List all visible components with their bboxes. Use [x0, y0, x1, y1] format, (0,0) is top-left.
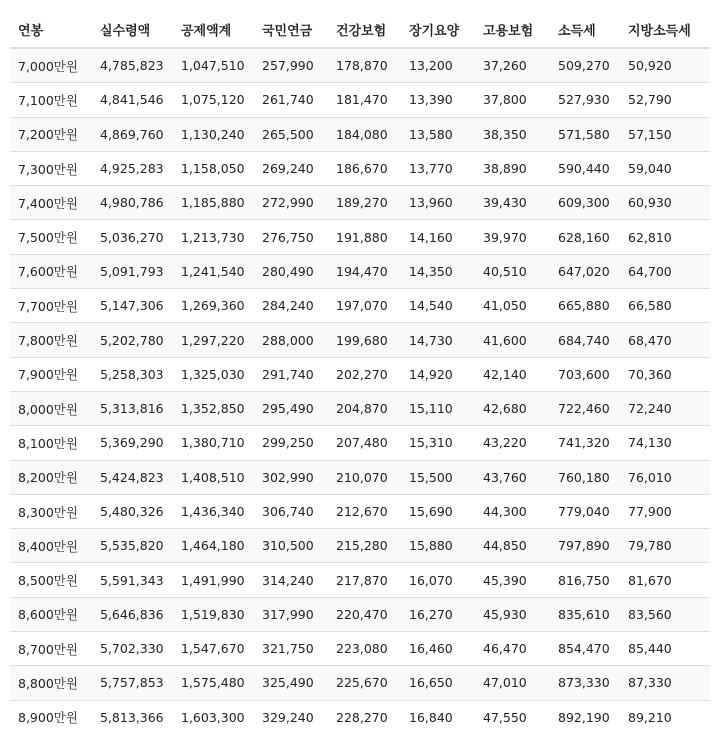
cell-national-pension: 261,740	[254, 83, 328, 117]
cell-long-term-care: 15,310	[401, 426, 475, 460]
cell-annual-salary: 8,400만원	[10, 529, 92, 563]
cell-national-pension: 306,740	[254, 494, 328, 528]
header-health-insurance: 건강보험	[328, 11, 401, 48]
cell-employment-insurance: 44,300	[475, 494, 550, 528]
cell-net-pay: 5,369,290	[92, 426, 173, 460]
cell-health-insurance: 197,070	[328, 289, 401, 323]
cell-employment-insurance: 46,470	[475, 632, 550, 666]
cell-employment-insurance: 39,430	[475, 186, 550, 220]
cell-annual-salary: 8,200만원	[10, 460, 92, 494]
cell-health-insurance: 207,480	[328, 426, 401, 460]
cell-employment-insurance: 38,890	[475, 151, 550, 185]
cell-annual-salary: 7,300만원	[10, 151, 92, 185]
cell-annual-salary: 8,500만원	[10, 563, 92, 597]
table-row	[10, 151, 710, 185]
table-row	[10, 494, 710, 528]
cell-total-deduction: 1,603,300	[173, 700, 254, 734]
cell-total-deduction: 1,519,830	[173, 597, 254, 631]
cell-national-pension: 265,500	[254, 117, 328, 151]
cell-net-pay: 5,313,816	[92, 391, 173, 425]
cell-long-term-care: 15,110	[401, 391, 475, 425]
cell-employment-insurance: 39,970	[475, 220, 550, 254]
cell-total-deduction: 1,269,360	[173, 289, 254, 323]
cell-total-deduction: 1,241,540	[173, 254, 254, 288]
table-row	[10, 460, 710, 494]
cell-local-income-tax: 87,330	[620, 666, 710, 700]
cell-net-pay: 5,591,343	[92, 563, 173, 597]
cell-employment-insurance: 40,510	[475, 254, 550, 288]
cell-income-tax: 527,930	[550, 83, 620, 117]
cell-long-term-care: 13,960	[401, 186, 475, 220]
table-row	[10, 632, 710, 666]
cell-total-deduction: 1,130,240	[173, 117, 254, 151]
cell-local-income-tax: 60,930	[620, 186, 710, 220]
table-row	[10, 563, 710, 597]
cell-income-tax: 590,440	[550, 151, 620, 185]
cell-income-tax: 892,190	[550, 700, 620, 734]
cell-income-tax: 873,330	[550, 666, 620, 700]
cell-total-deduction: 1,352,850	[173, 391, 254, 425]
cell-national-pension: 280,490	[254, 254, 328, 288]
table-row	[10, 220, 710, 254]
cell-income-tax: 854,470	[550, 632, 620, 666]
cell-long-term-care: 16,460	[401, 632, 475, 666]
cell-annual-salary: 7,000만원	[10, 48, 92, 83]
cell-employment-insurance: 41,600	[475, 323, 550, 357]
table-row	[10, 289, 710, 323]
cell-total-deduction: 1,380,710	[173, 426, 254, 460]
cell-employment-insurance: 44,850	[475, 529, 550, 563]
cell-annual-salary: 8,600만원	[10, 597, 92, 631]
cell-annual-salary: 7,900만원	[10, 357, 92, 391]
cell-income-tax: 665,880	[550, 289, 620, 323]
table-row	[10, 83, 710, 117]
table-row	[10, 117, 710, 151]
cell-income-tax: 760,180	[550, 460, 620, 494]
cell-national-pension: 295,490	[254, 391, 328, 425]
cell-local-income-tax: 83,560	[620, 597, 710, 631]
cell-annual-salary: 7,500만원	[10, 220, 92, 254]
cell-employment-insurance: 43,760	[475, 460, 550, 494]
cell-long-term-care: 13,390	[401, 83, 475, 117]
cell-health-insurance: 217,870	[328, 563, 401, 597]
cell-total-deduction: 1,297,220	[173, 323, 254, 357]
cell-health-insurance: 212,670	[328, 494, 401, 528]
cell-total-deduction: 1,491,990	[173, 563, 254, 597]
table-row	[10, 186, 710, 220]
cell-national-pension: 272,990	[254, 186, 328, 220]
cell-annual-salary: 8,800만원	[10, 666, 92, 700]
cell-health-insurance: 189,270	[328, 186, 401, 220]
cell-annual-salary: 8,000만원	[10, 391, 92, 425]
cell-national-pension: 291,740	[254, 357, 328, 391]
cell-long-term-care: 16,840	[401, 700, 475, 734]
cell-health-insurance: 199,680	[328, 323, 401, 357]
cell-total-deduction: 1,436,340	[173, 494, 254, 528]
cell-total-deduction: 1,158,050	[173, 151, 254, 185]
cell-health-insurance: 194,470	[328, 254, 401, 288]
table-row	[10, 48, 710, 83]
cell-income-tax: 722,460	[550, 391, 620, 425]
cell-employment-insurance: 45,930	[475, 597, 550, 631]
table-row	[10, 700, 710, 734]
cell-health-insurance: 202,270	[328, 357, 401, 391]
table-row	[10, 597, 710, 631]
cell-employment-insurance: 37,260	[475, 48, 550, 83]
cell-local-income-tax: 85,440	[620, 632, 710, 666]
cell-long-term-care: 16,650	[401, 666, 475, 700]
cell-annual-salary: 7,400만원	[10, 186, 92, 220]
cell-national-pension: 284,240	[254, 289, 328, 323]
header-long-term-care: 장기요양	[401, 11, 475, 48]
table-row	[10, 426, 710, 460]
header-income-tax: 소득세	[550, 11, 620, 48]
cell-health-insurance: 228,270	[328, 700, 401, 734]
cell-income-tax: 741,320	[550, 426, 620, 460]
cell-income-tax: 816,750	[550, 563, 620, 597]
cell-income-tax: 779,040	[550, 494, 620, 528]
cell-annual-salary: 7,100만원	[10, 83, 92, 117]
cell-employment-insurance: 41,050	[475, 289, 550, 323]
cell-annual-salary: 7,600만원	[10, 254, 92, 288]
table-body	[10, 48, 710, 734]
cell-net-pay: 5,813,366	[92, 700, 173, 734]
cell-net-pay: 5,646,836	[92, 597, 173, 631]
cell-health-insurance: 215,280	[328, 529, 401, 563]
cell-income-tax: 628,160	[550, 220, 620, 254]
cell-annual-salary: 8,100만원	[10, 426, 92, 460]
cell-local-income-tax: 68,470	[620, 323, 710, 357]
cell-employment-insurance: 47,550	[475, 700, 550, 734]
cell-health-insurance: 184,080	[328, 117, 401, 151]
cell-national-pension: 310,500	[254, 529, 328, 563]
cell-national-pension: 276,750	[254, 220, 328, 254]
header-total-deduction: 공제액계	[173, 11, 254, 48]
cell-local-income-tax: 57,150	[620, 117, 710, 151]
header-national-pension: 국민연금	[254, 11, 328, 48]
cell-net-pay: 4,980,786	[92, 186, 173, 220]
cell-long-term-care: 13,770	[401, 151, 475, 185]
cell-local-income-tax: 59,040	[620, 151, 710, 185]
cell-long-term-care: 14,730	[401, 323, 475, 357]
cell-local-income-tax: 66,580	[620, 289, 710, 323]
cell-income-tax: 609,300	[550, 186, 620, 220]
cell-employment-insurance: 42,140	[475, 357, 550, 391]
cell-net-pay: 5,757,853	[92, 666, 173, 700]
salary-table	[10, 11, 710, 734]
cell-net-pay: 4,925,283	[92, 151, 173, 185]
cell-total-deduction: 1,075,120	[173, 83, 254, 117]
cell-net-pay: 5,480,326	[92, 494, 173, 528]
cell-total-deduction: 1,547,670	[173, 632, 254, 666]
cell-long-term-care: 15,690	[401, 494, 475, 528]
table-row	[10, 254, 710, 288]
cell-income-tax: 835,610	[550, 597, 620, 631]
cell-local-income-tax: 52,790	[620, 83, 710, 117]
cell-employment-insurance: 37,800	[475, 83, 550, 117]
cell-long-term-care: 16,070	[401, 563, 475, 597]
cell-local-income-tax: 89,210	[620, 700, 710, 734]
table-row	[10, 357, 710, 391]
cell-national-pension: 299,250	[254, 426, 328, 460]
cell-health-insurance: 186,670	[328, 151, 401, 185]
table-row	[10, 391, 710, 425]
cell-health-insurance: 178,870	[328, 48, 401, 83]
cell-long-term-care: 13,580	[401, 117, 475, 151]
cell-national-pension: 257,990	[254, 48, 328, 83]
cell-local-income-tax: 62,810	[620, 220, 710, 254]
cell-annual-salary: 7,200만원	[10, 117, 92, 151]
cell-national-pension: 302,990	[254, 460, 328, 494]
cell-long-term-care: 14,350	[401, 254, 475, 288]
cell-long-term-care: 14,160	[401, 220, 475, 254]
cell-total-deduction: 1,185,880	[173, 186, 254, 220]
cell-national-pension: 321,750	[254, 632, 328, 666]
cell-net-pay: 4,841,546	[92, 83, 173, 117]
cell-local-income-tax: 76,010	[620, 460, 710, 494]
table-row	[10, 323, 710, 357]
table-row	[10, 666, 710, 700]
cell-employment-insurance: 38,350	[475, 117, 550, 151]
cell-health-insurance: 191,880	[328, 220, 401, 254]
cell-net-pay: 5,036,270	[92, 220, 173, 254]
cell-long-term-care: 15,880	[401, 529, 475, 563]
header-net-pay: 실수령액	[92, 11, 173, 48]
cell-national-pension: 325,490	[254, 666, 328, 700]
cell-employment-insurance: 43,220	[475, 426, 550, 460]
cell-national-pension: 317,990	[254, 597, 328, 631]
cell-annual-salary: 7,700만원	[10, 289, 92, 323]
cell-health-insurance: 220,470	[328, 597, 401, 631]
cell-local-income-tax: 74,130	[620, 426, 710, 460]
cell-total-deduction: 1,408,510	[173, 460, 254, 494]
cell-local-income-tax: 70,360	[620, 357, 710, 391]
cell-national-pension: 329,240	[254, 700, 328, 734]
cell-income-tax: 647,020	[550, 254, 620, 288]
cell-local-income-tax: 64,700	[620, 254, 710, 288]
cell-net-pay: 4,869,760	[92, 117, 173, 151]
cell-income-tax: 703,600	[550, 357, 620, 391]
cell-net-pay: 4,785,823	[92, 48, 173, 83]
table-header	[10, 11, 710, 48]
header-row	[10, 11, 710, 48]
cell-income-tax: 797,890	[550, 529, 620, 563]
cell-income-tax: 509,270	[550, 48, 620, 83]
cell-health-insurance: 210,070	[328, 460, 401, 494]
cell-long-term-care: 14,540	[401, 289, 475, 323]
cell-national-pension: 314,240	[254, 563, 328, 597]
header-annual-salary: 연봉	[10, 11, 92, 48]
cell-annual-salary: 8,300만원	[10, 494, 92, 528]
cell-long-term-care: 14,920	[401, 357, 475, 391]
cell-employment-insurance: 42,680	[475, 391, 550, 425]
cell-local-income-tax: 50,920	[620, 48, 710, 83]
cell-net-pay: 5,147,306	[92, 289, 173, 323]
cell-net-pay: 5,202,780	[92, 323, 173, 357]
cell-long-term-care: 15,500	[401, 460, 475, 494]
cell-net-pay: 5,535,820	[92, 529, 173, 563]
cell-income-tax: 571,580	[550, 117, 620, 151]
cell-employment-insurance: 47,010	[475, 666, 550, 700]
cell-annual-salary: 7,800만원	[10, 323, 92, 357]
cell-health-insurance: 204,870	[328, 391, 401, 425]
cell-employment-insurance: 45,390	[475, 563, 550, 597]
cell-local-income-tax: 77,900	[620, 494, 710, 528]
cell-local-income-tax: 79,780	[620, 529, 710, 563]
cell-local-income-tax: 81,670	[620, 563, 710, 597]
cell-total-deduction: 1,325,030	[173, 357, 254, 391]
cell-total-deduction: 1,575,480	[173, 666, 254, 700]
cell-local-income-tax: 72,240	[620, 391, 710, 425]
header-employment-insurance: 고용보험	[475, 11, 550, 48]
cell-total-deduction: 1,213,730	[173, 220, 254, 254]
cell-health-insurance: 223,080	[328, 632, 401, 666]
cell-national-pension: 269,240	[254, 151, 328, 185]
cell-net-pay: 5,424,823	[92, 460, 173, 494]
cell-annual-salary: 8,900만원	[10, 700, 92, 734]
cell-national-pension: 288,000	[254, 323, 328, 357]
cell-long-term-care: 13,200	[401, 48, 475, 83]
cell-total-deduction: 1,464,180	[173, 529, 254, 563]
table-row	[10, 529, 710, 563]
cell-health-insurance: 181,470	[328, 83, 401, 117]
cell-health-insurance: 225,670	[328, 666, 401, 700]
cell-annual-salary: 8,700만원	[10, 632, 92, 666]
cell-long-term-care: 16,270	[401, 597, 475, 631]
cell-net-pay: 5,091,793	[92, 254, 173, 288]
cell-net-pay: 5,702,330	[92, 632, 173, 666]
cell-net-pay: 5,258,303	[92, 357, 173, 391]
header-local-income-tax: 지방소득세	[620, 11, 710, 48]
cell-income-tax: 684,740	[550, 323, 620, 357]
cell-total-deduction: 1,047,510	[173, 48, 254, 83]
